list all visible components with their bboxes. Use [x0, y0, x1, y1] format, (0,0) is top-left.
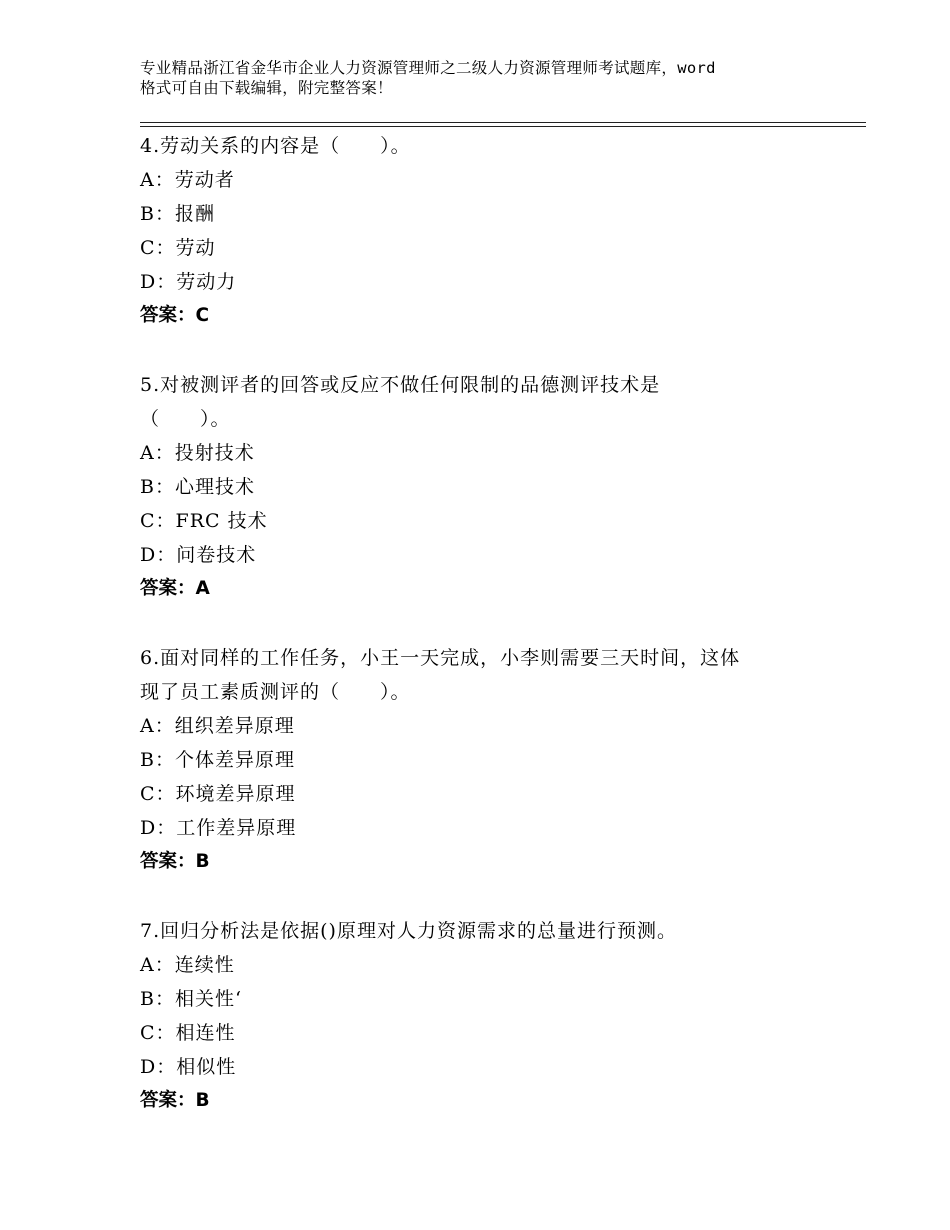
- option-c: C：环境差异原理: [140, 783, 296, 805]
- option-d: D：问卷技术: [140, 544, 257, 566]
- question-stem: 7.回归分析法是依据()原理对人力资源需求的总量进行预测。: [140, 920, 677, 942]
- header-divider-thin: [140, 126, 866, 127]
- question-stem-continued: 现了员工素质测评的（ ）。: [140, 681, 411, 703]
- option-a: A：劳动者: [140, 169, 235, 191]
- option-a: A：投射技术: [140, 442, 255, 464]
- answer: 答案：C: [140, 305, 210, 326]
- document-header: [140, 58, 840, 98]
- option-b: B：相关性‘: [140, 988, 243, 1010]
- question-5: [140, 368, 866, 606]
- option-b: B：心理技术: [140, 476, 255, 498]
- option-d: D：工作差异原理: [140, 817, 297, 839]
- header-line-1: 专业精品浙江省金华市企业人力资源管理师之二级人力资源管理师考试题库，word: [140, 59, 716, 77]
- question-list: [140, 129, 866, 1118]
- option-b: B：个体差异原理: [140, 749, 295, 771]
- option-d: D：劳动力: [140, 271, 237, 293]
- header-divider-thick: [140, 122, 866, 123]
- question-stem: 5.对被测评者的回答或反应不做任何限制的品德测评技术是: [140, 374, 661, 396]
- option-a: A：组织差异原理: [140, 715, 295, 737]
- question-stem: 6.面对同样的工作任务，小王一天完成，小李则需要三天时间，这体: [140, 647, 741, 669]
- answer: 答案：B: [140, 851, 210, 872]
- question-stem-continued: （ ）。: [140, 408, 231, 430]
- question-stem: 4.劳动关系的内容是（ ）。: [140, 135, 411, 157]
- option-b: B：报酬: [140, 203, 215, 225]
- answer: 答案：A: [140, 578, 210, 599]
- question-4: [140, 129, 866, 333]
- option-a: A：连续性: [140, 954, 235, 976]
- option-c: C：FRC 技术: [140, 510, 268, 532]
- option-d: D：相似性: [140, 1056, 237, 1078]
- header-line-2: 格式可自由下载编辑，附完整答案！: [140, 79, 393, 97]
- question-7: [140, 914, 866, 1118]
- answer: 答案：B: [140, 1090, 210, 1111]
- option-c: C：劳动: [140, 237, 216, 259]
- question-6: [140, 641, 866, 879]
- option-c: C：相连性: [140, 1022, 236, 1044]
